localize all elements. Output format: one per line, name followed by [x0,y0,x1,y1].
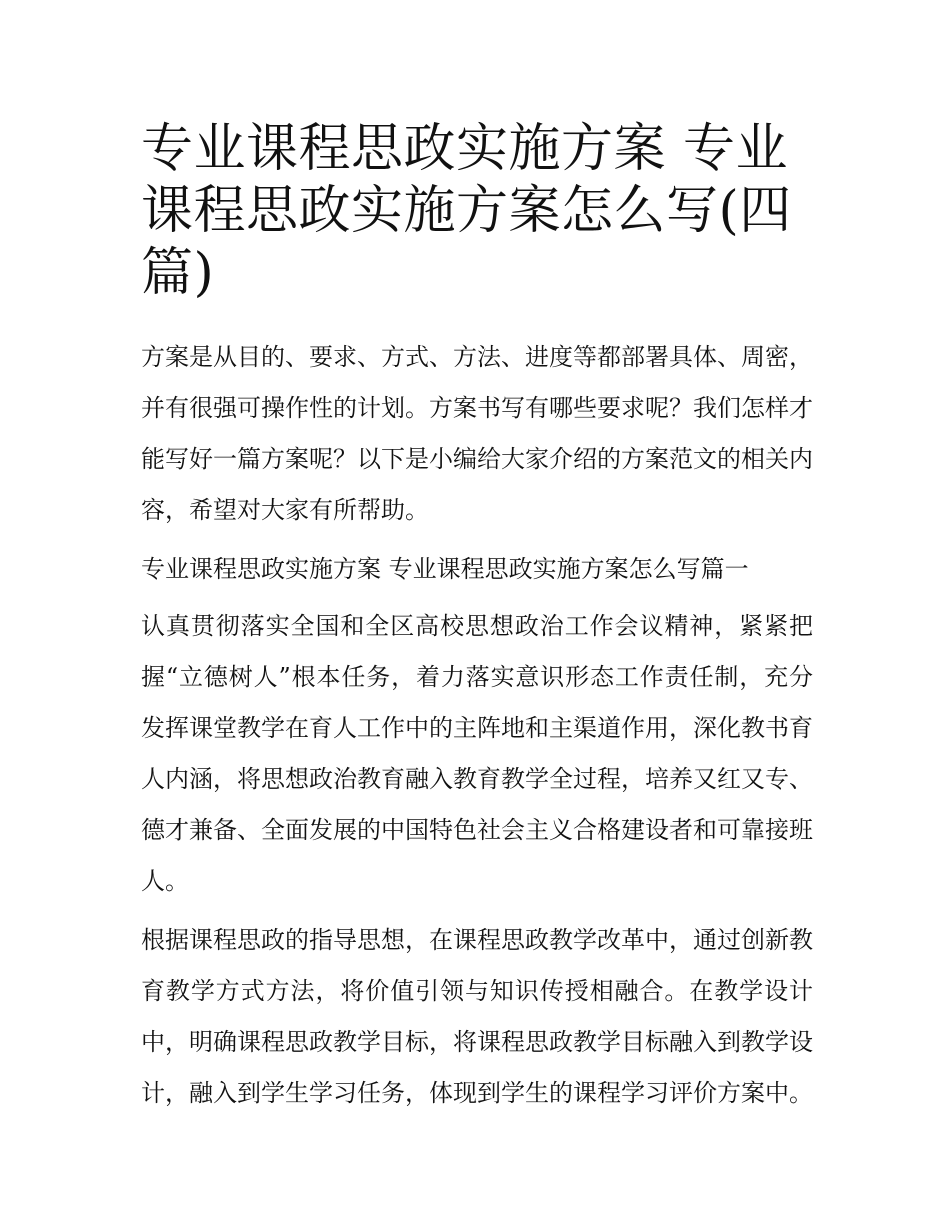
intro-paragraph: 方案是从目的、要求、方式、方法、进度等都部署具体、周密，并有很强可操作性的计划。方案书写有哪些要求呢？我们怎样才能写好一篇方案呢？以下是小编给大家介绍的方案范文的相关内容，希望对大家有所帮助。 [141,343,813,524]
body-paragraph-1: 认真贯彻落实全国和全区高校思想政治工作会议精神，紧紧把握“立德树人”根本任务，着力落实意识形态工作责任制，充分发挥课堂教学在育人工作中的主阵地和主渠道作用，深化教书育人内涵，将思想政治教育融入教育教学全过程，培养又红又专、德才兼备、全面发展的中国特色社会主义合格建设者和可靠接班人。 [141,612,813,895]
body-paragraph-2: 根据课程思政的指导思想，在课程思政教学改革中，通过创新教育教学方式方法，将价值引领与知识传授相融合。在教学设计中，明确课程思政教学目标，将课程思政教学目标融入到教学设计，融入到学生学习任务，体现到学生的课程学习评价方案中。 [141,926,813,1107]
document-page [141,0,813,1119]
document-title: 专业课程思政实施方案 专业课程思政实施方案怎么写(四篇) [141,119,792,303]
section-heading: 专业课程思政实施方案 专业课程思政实施方案怎么写篇一 [141,555,749,583]
